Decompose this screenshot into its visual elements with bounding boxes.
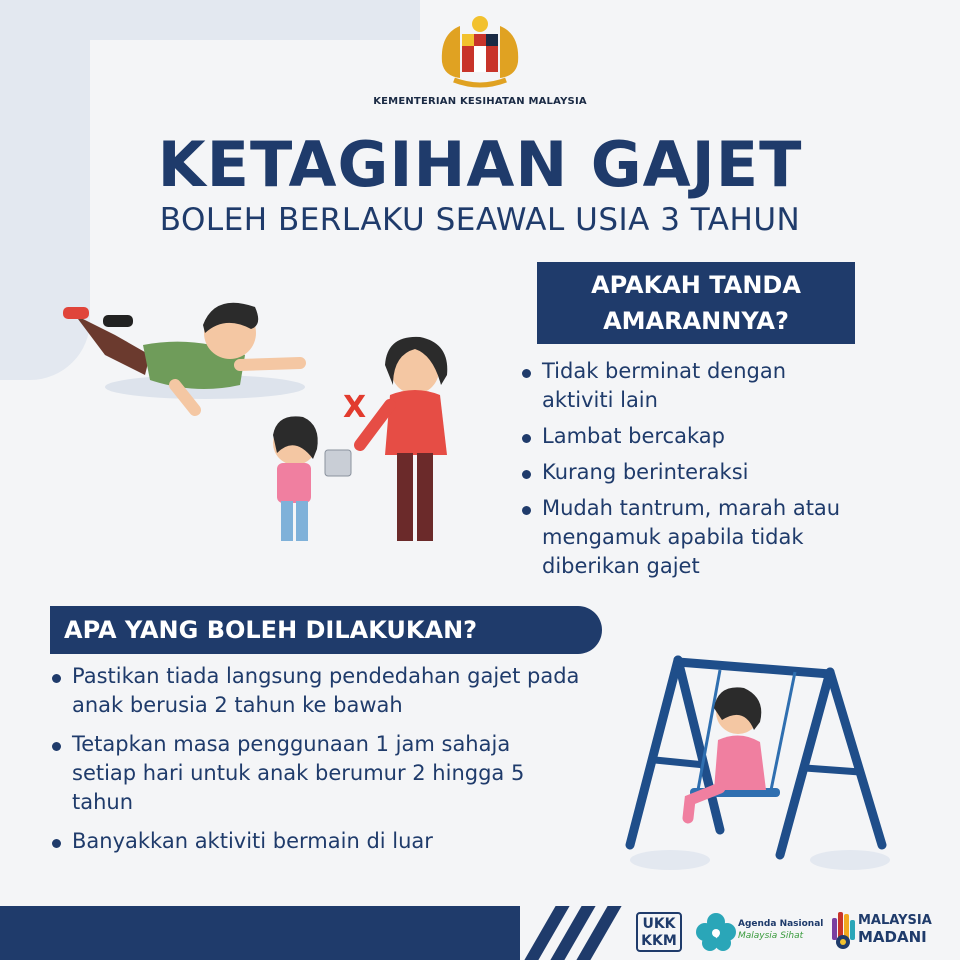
agenda-nasional-text: Agenda Nasional [738, 919, 824, 929]
warning-signs-heading-line1: APAKAH TANDA [591, 271, 801, 299]
x-mark: X [343, 390, 367, 425]
actions-heading: APA YANG BOLEH DILAKUKAN? [50, 606, 602, 654]
tantrum-illustration [55, 285, 475, 555]
list-item: Lambat bercakap [542, 422, 942, 451]
malaysia-sihat-text: Malaysia Sihat [738, 931, 804, 941]
swing-illustration [610, 650, 910, 875]
actions-list [72, 662, 632, 866]
ukk-logo-line1: UKK [642, 916, 676, 932]
list-item: Banyakkan aktiviti bermain di luar [72, 827, 632, 856]
page-subtitle: BOLEH BERLAKU SEAWAL USIA 3 TAHUN [159, 202, 801, 238]
warning-signs-heading [537, 262, 855, 344]
warning-signs-list [542, 357, 942, 588]
warning-signs-heading-line2: AMARANNYA? [603, 307, 789, 335]
list-item: Kurang berinteraksi [542, 458, 942, 487]
page-title: KETAGIHAN GAJET [157, 128, 803, 201]
ministry-name: KEMENTERIAN KESIHATAN MALAYSIA [373, 96, 587, 107]
madani-line1: MALAYSIA [858, 913, 932, 928]
coat-of-arms-icon [430, 14, 530, 92]
ukk-kkm-logo [636, 912, 682, 952]
list-item: Pastikan tiada langsung pendedahan gajet pada anak berusia 2 tahun ke bawah [72, 662, 632, 720]
background-shape-top [0, 0, 420, 40]
hibiscus-icon [696, 910, 736, 952]
list-item: Mudah tantrum, marah atau mengamuk apabila tidak diberikan gajet [542, 494, 902, 581]
ukk-logo-line2: KKM [641, 933, 677, 949]
footer-bar [0, 906, 520, 960]
madani-hand-icon [830, 910, 856, 950]
list-item: Tidak berminat dengan aktiviti lain [542, 357, 842, 415]
madani-line2: MADANI [858, 928, 927, 946]
list-item: Tetapkan masa penggunaan 1 jam sahaja setiap hari untuk anak berumur 2 hingga 5 tahun [72, 730, 572, 817]
